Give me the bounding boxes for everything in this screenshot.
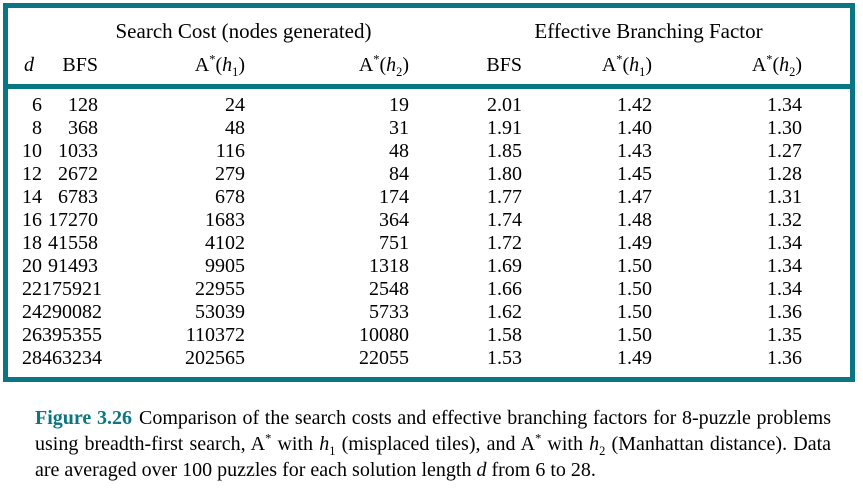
results-table-panel <box>3 3 855 382</box>
table-cell: 290082 <box>42 301 102 323</box>
table-cell: 2548 <box>369 278 409 300</box>
table-cell: 28 <box>22 347 42 369</box>
table-cell: 1.42 <box>617 94 652 116</box>
table-cell: 1.35 <box>767 324 802 346</box>
table-row <box>8 347 802 370</box>
table-row <box>8 94 802 117</box>
table-cell: 364 <box>379 209 409 231</box>
table-cell: 24 <box>225 94 245 116</box>
table-cell: 175921 <box>42 278 102 300</box>
table-cell: 1.45 <box>617 163 652 185</box>
table-cell: 22055 <box>359 347 409 369</box>
table-cell: 1.34 <box>767 255 802 277</box>
table-cell: 24 <box>22 301 42 323</box>
table-cell: 1.58 <box>487 324 522 346</box>
table-cell: 1.69 <box>487 255 522 277</box>
table-cell: 1.30 <box>767 117 802 139</box>
table-cell: 1.85 <box>487 140 522 162</box>
column-header-1: BFS <box>62 54 98 76</box>
table-cell: 751 <box>379 232 409 254</box>
table-cell: 1.36 <box>767 347 802 369</box>
table-cell: 16 <box>22 209 42 231</box>
table-cell: 1.34 <box>767 278 802 300</box>
column-header-row <box>8 46 802 84</box>
table-header-area <box>8 8 850 84</box>
table-cell: 53039 <box>195 301 245 323</box>
table-row <box>8 255 802 278</box>
table-cell: 1.77 <box>487 186 522 208</box>
table-row <box>8 163 802 186</box>
table-cell: 1033 <box>58 140 98 162</box>
table-cell: 1318 <box>369 255 409 277</box>
table-cell: 1.27 <box>767 140 802 162</box>
table-cell: 678 <box>215 186 245 208</box>
table-cell: 1.50 <box>617 278 652 300</box>
table-cell: 10080 <box>359 324 409 346</box>
table-cell: 1.40 <box>617 117 652 139</box>
table-cell: 84 <box>389 163 409 185</box>
column-header-6: $A^*(h_2)$ <box>751 52 803 79</box>
table-cell: 1.66 <box>487 278 522 300</box>
table-cell: 1.91 <box>487 117 522 139</box>
column-header-5: $A^*(h_1)$ <box>601 52 653 79</box>
table-cell: 463234 <box>42 347 102 369</box>
table-cell: 22 <box>22 278 42 300</box>
table-cell: 22955 <box>195 278 245 300</box>
table-row <box>8 232 802 255</box>
table-cell: 128 <box>68 94 98 116</box>
table-cell: 48 <box>389 140 409 162</box>
group-header-row <box>8 8 802 46</box>
table-cell: 91493 <box>48 255 98 277</box>
table-cell: 1.32 <box>767 209 802 231</box>
table-cell: 10 <box>22 140 42 162</box>
table-cell: 1683 <box>205 209 245 231</box>
table-cell: 8 <box>32 117 42 139</box>
table-cell: 1.50 <box>617 255 652 277</box>
group-header-search-cost: Search Cost (nodes generated) <box>115 18 372 43</box>
table-cell: 1.49 <box>617 232 652 254</box>
table-cell: 395355 <box>42 324 102 346</box>
table-cell: 18 <box>22 232 42 254</box>
table-cell: 1.47 <box>617 186 652 208</box>
table-row <box>8 301 802 324</box>
group-header-spacer <box>8 8 42 46</box>
table-cell: 41558 <box>48 232 98 254</box>
table-cell: 110372 <box>185 324 245 346</box>
table-row <box>8 324 802 347</box>
group-header-branching-factor: Effective Branching Factor <box>534 18 763 43</box>
table-cell: 31 <box>389 117 409 139</box>
table-cell: 6 <box>32 94 42 116</box>
table-cell: 2672 <box>58 163 98 185</box>
table-cell: 1.80 <box>487 163 522 185</box>
column-header-d: d <box>24 54 34 76</box>
table-cell: 1.74 <box>487 209 522 231</box>
table-cell: 1.48 <box>617 209 652 231</box>
column-header-3: $A^*(h_2)$ <box>358 52 410 79</box>
header-table <box>8 8 802 84</box>
table-cell: 1.72 <box>487 232 522 254</box>
table-cell: 12 <box>22 163 42 185</box>
table-cell: 116 <box>215 140 245 162</box>
table-cell: 1.49 <box>617 347 652 369</box>
table-cell: 1.34 <box>767 94 802 116</box>
table-cell: 1.36 <box>767 301 802 323</box>
table-cell: 202565 <box>185 347 245 369</box>
table-row <box>8 209 802 232</box>
table-row <box>8 117 802 140</box>
table-cell: 19 <box>389 94 409 116</box>
table-cell: 20 <box>22 255 42 277</box>
table-cell: 48 <box>225 117 245 139</box>
table-cell: 1.50 <box>617 301 652 323</box>
table-cell: 1.31 <box>767 186 802 208</box>
table-cell: 2.01 <box>487 94 522 116</box>
table-cell: 1.50 <box>617 324 652 346</box>
table-cell: 174 <box>379 186 409 208</box>
table-cell: 368 <box>68 117 98 139</box>
table-cell: 1.28 <box>767 163 802 185</box>
figure-caption-text: Comparison of the search costs and effective branching factors for 8-puzzle problems using breadth-first search, A* with $h_1$ (misplaced tiles), and A* with $h_2$ (Manhattan distance). Data are averaged over 100 puzzles for each solution length d from 6 to 28. <box>35 407 832 481</box>
table-body-area <box>8 89 850 370</box>
figure-caption <box>35 405 831 483</box>
column-header-2: $A^*(h_1)$ <box>194 52 245 79</box>
table-cell: 4102 <box>205 232 245 254</box>
data-table <box>8 94 802 370</box>
table-cell: 279 <box>215 163 245 185</box>
table-cell: 14 <box>22 186 42 208</box>
table-cell: 1.53 <box>487 347 522 369</box>
table-cell: 1.62 <box>487 301 522 323</box>
table-cell: 1.34 <box>767 232 802 254</box>
table-row <box>8 140 802 163</box>
table-cell: 5733 <box>369 301 409 323</box>
table-row <box>8 186 802 209</box>
table-cell: 1.43 <box>617 140 652 162</box>
table-cell: 6783 <box>58 186 98 208</box>
table-cell: 17270 <box>48 209 98 231</box>
table-cell: 9905 <box>205 255 245 277</box>
table-cell: 26 <box>22 324 42 346</box>
column-header-4: BFS <box>486 54 523 76</box>
table-row <box>8 278 802 301</box>
figure-caption-label: Figure 3.26 <box>35 407 132 429</box>
